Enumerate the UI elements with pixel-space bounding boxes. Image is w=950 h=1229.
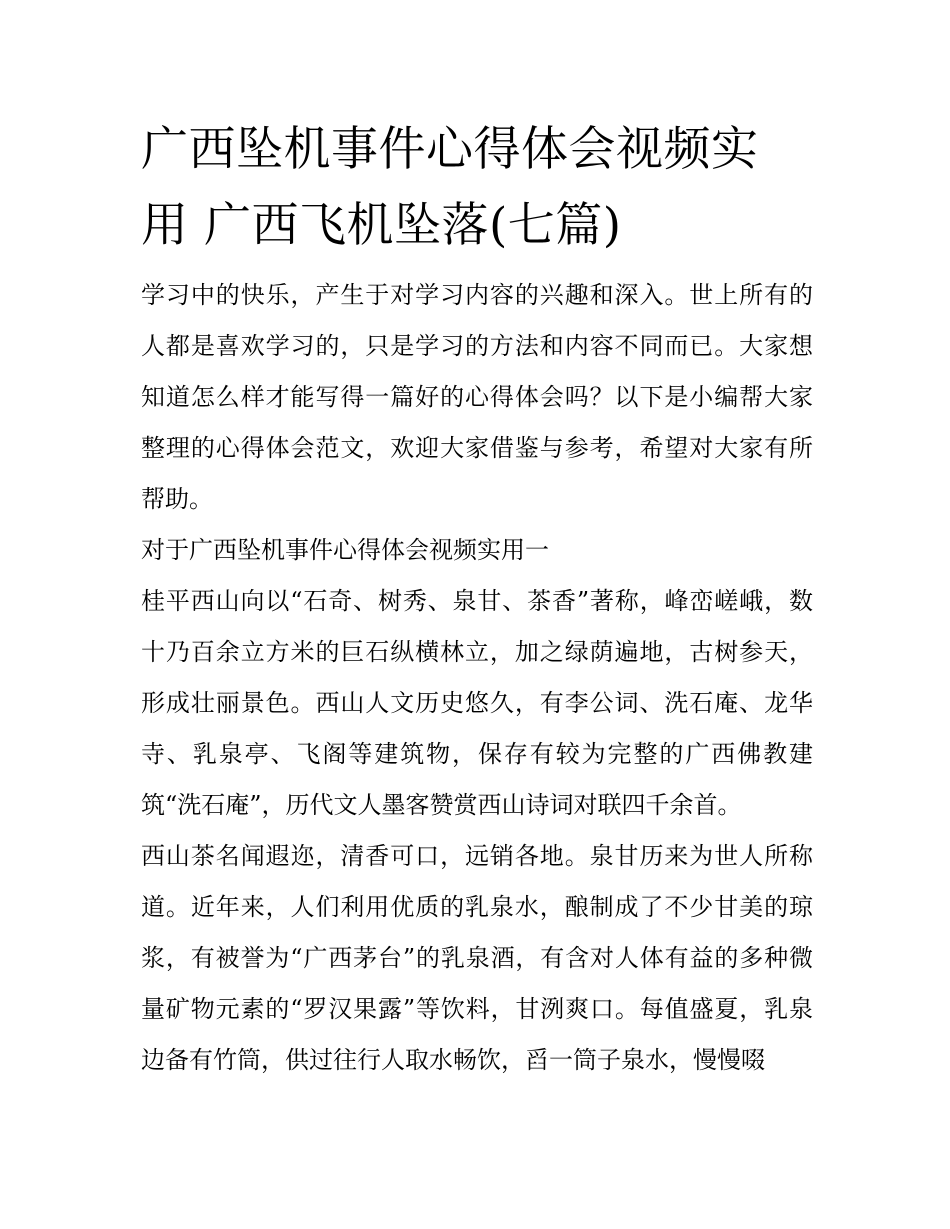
text-line: 筑“洗石庵”，历代文人墨客赞赏西山诗词对联四千余首。 <box>141 791 742 819</box>
text-line: 十乃百余立方米的巨石纵横林立，加之绿荫遍地，古树参天， <box>141 638 813 666</box>
text-line: 整理的心得体会范文，欢迎大家借鉴与参考，希望对大家有所 <box>141 434 813 462</box>
document-page <box>141 112 813 1086</box>
text-line: 学习中的快乐，产生于对学习内容的兴趣和深入。世上所有的 <box>141 281 813 309</box>
text-line: 形成壮丽景色。西山人文历史悠久，有李公词、洗石庵、龙华 <box>141 689 813 717</box>
paragraph-1 <box>141 576 813 831</box>
intro-paragraph <box>141 270 813 525</box>
text-line: 边备有竹筒，供过往行人取水畅饮，舀一筒子泉水，慢慢啜 <box>141 1046 765 1074</box>
title-line-2: 用 广西飞机坠落(七篇) <box>141 198 622 253</box>
section-heading-text: 对于广西坠机事件心得体会视频实用一 <box>141 536 549 564</box>
text-line: 桂平西山向以“石奇、树秀、泉甘、茶香”著称，峰峦嵯峨，数 <box>141 587 813 615</box>
text-line: 知道怎么样才能写得一篇好的心得体会吗？以下是小编帮大家 <box>141 383 813 411</box>
text-line: 浆，有被誉为“广西茅台”的乳泉酒，有含对人体有益的多种微 <box>141 944 813 972</box>
text-line: 西山茶名闻遐迩，清香可口，远销各地。泉甘历来为世人所称 <box>141 842 813 870</box>
text-line: 道。近年来，人们利用优质的乳泉水，酿制成了不少甘美的琼 <box>141 893 813 921</box>
document-title <box>141 112 813 264</box>
paragraph-2 <box>141 831 813 1086</box>
text-line: 寺、乳泉亭、飞阁等建筑物，保存有较为完整的广西佛教建 <box>141 740 813 768</box>
title-line-1: 广西坠机事件心得体会视频实 <box>141 122 759 177</box>
text-line: 帮助。 <box>141 485 213 513</box>
section-heading <box>141 525 813 576</box>
document-body <box>141 270 813 1086</box>
text-line: 量矿物元素的“罗汉果露”等饮料，甘洌爽口。每值盛夏，乳泉 <box>141 995 813 1023</box>
text-line: 人都是喜欢学习的，只是学习的方法和内容不同而已。大家想 <box>141 332 813 360</box>
